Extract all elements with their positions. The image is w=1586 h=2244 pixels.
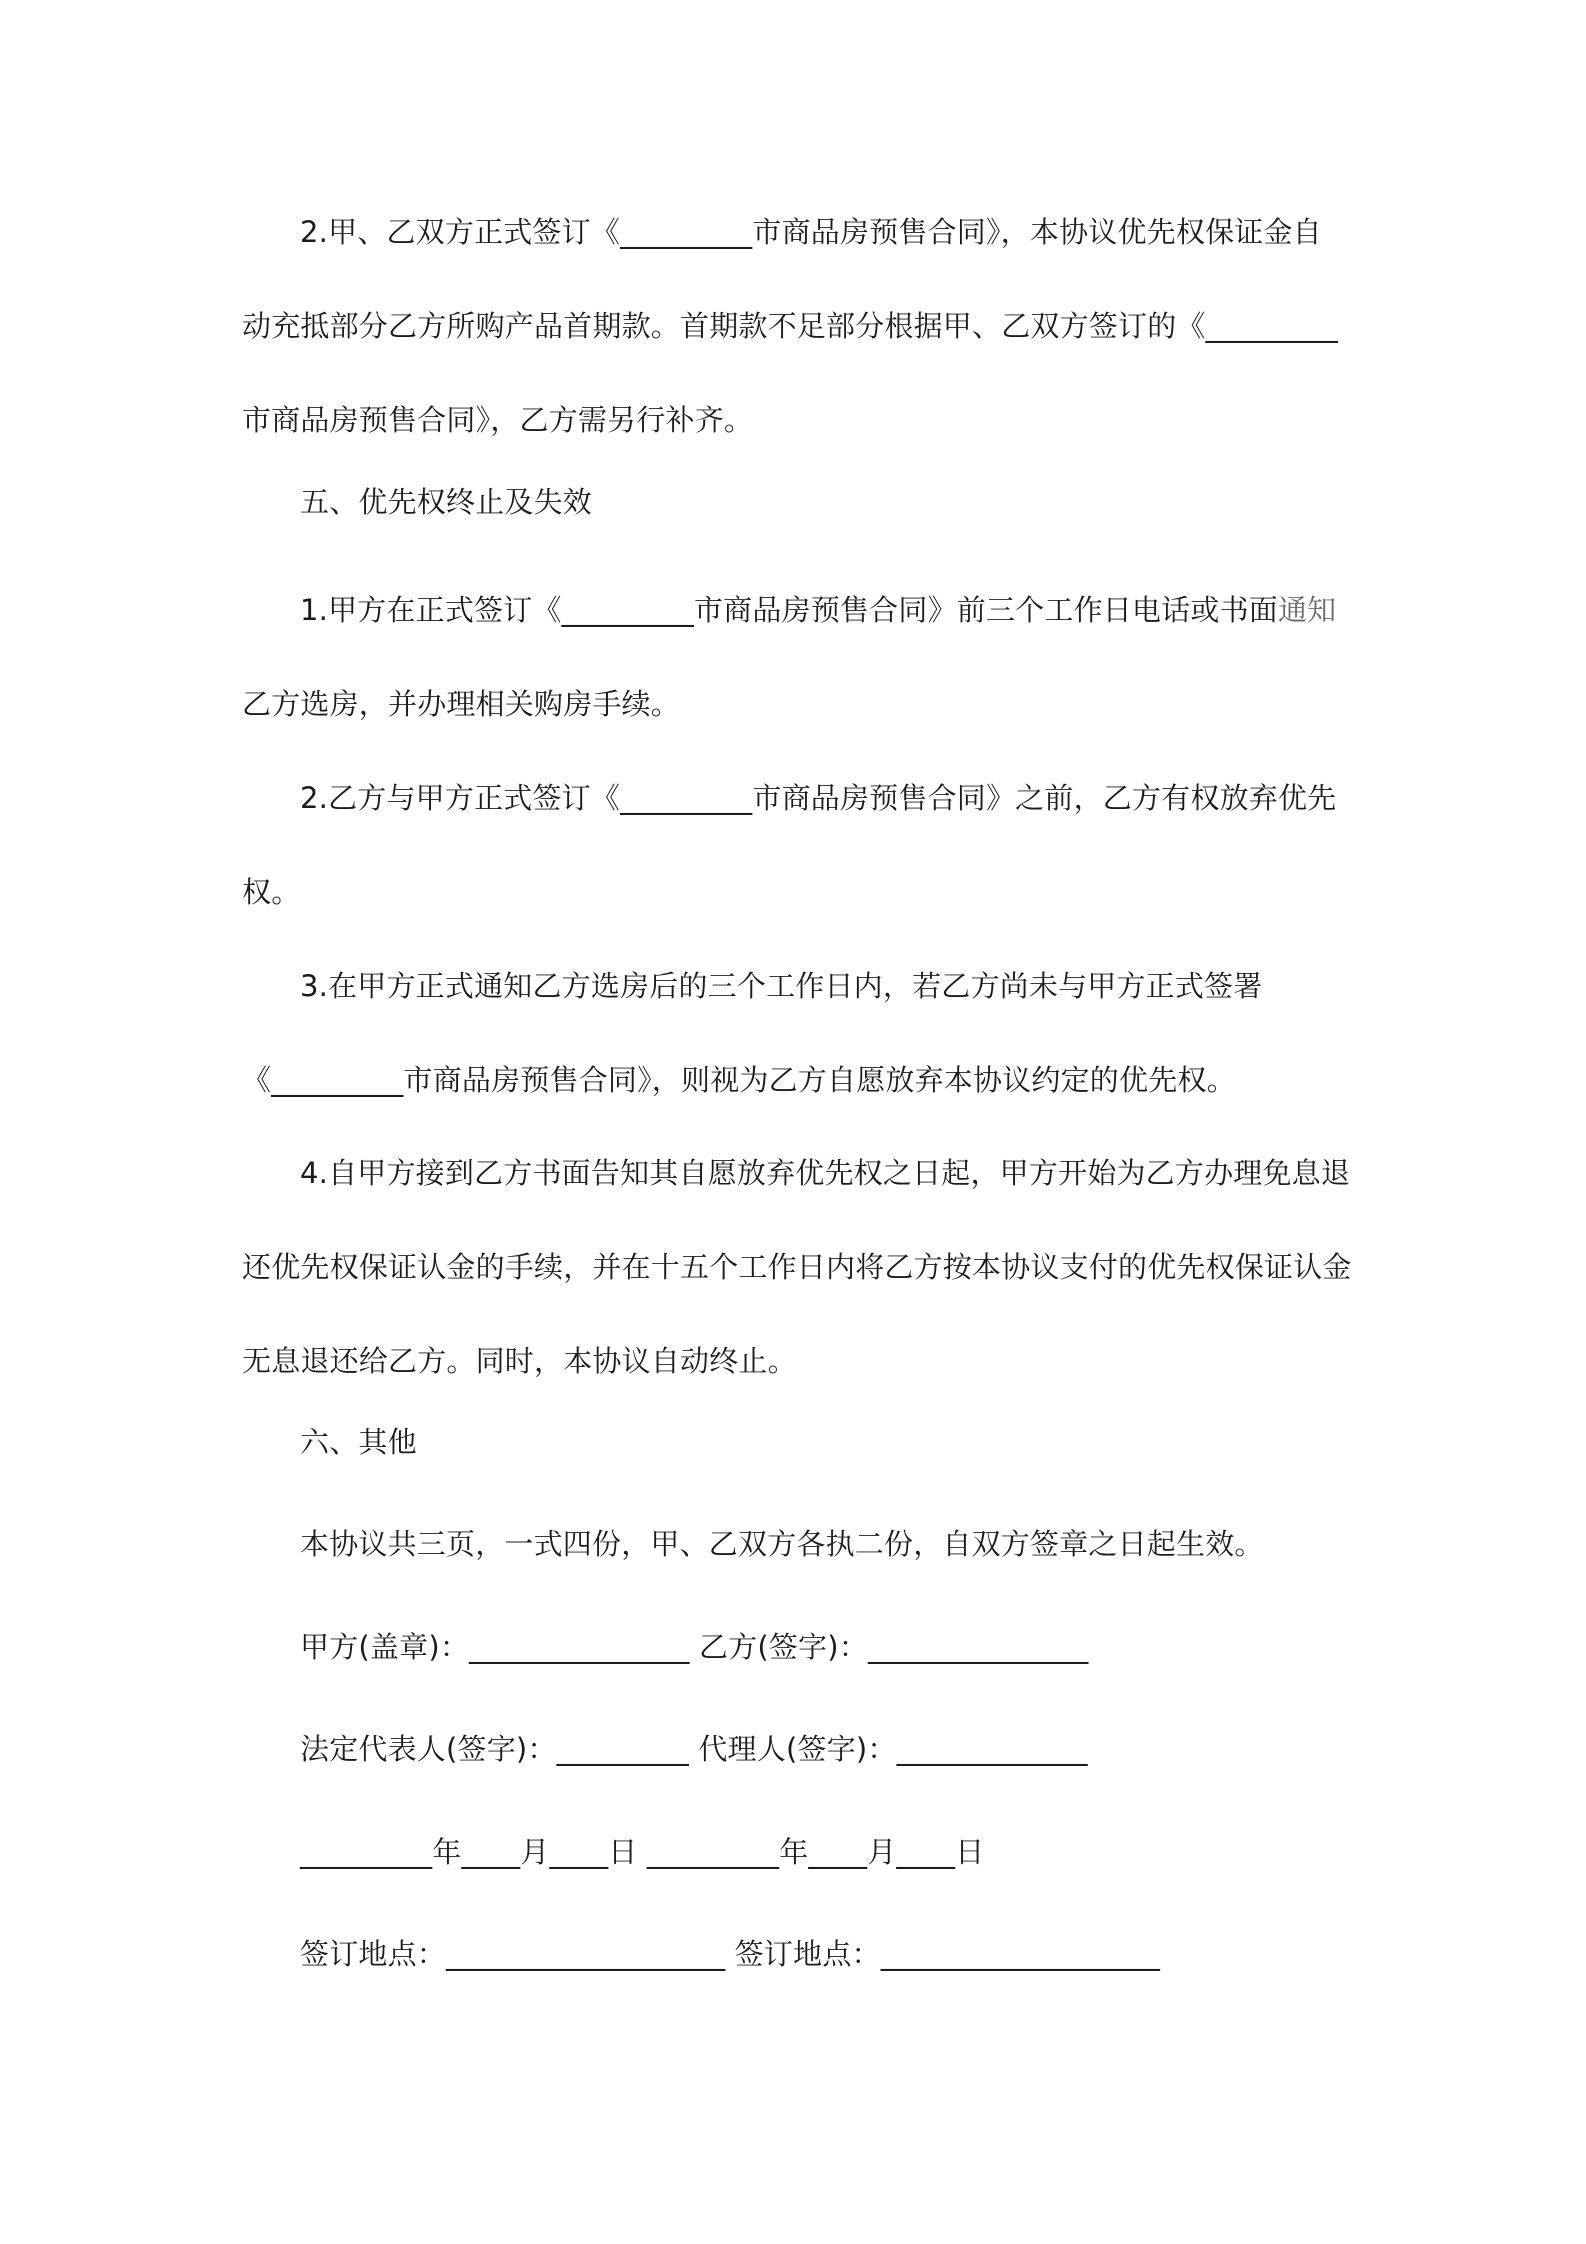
section-6-heading (242, 1395, 1362, 1489)
text-line: 市商品房预售合同》，乙方需另行补齐。 (242, 403, 754, 437)
signature-representatives (242, 1702, 1362, 1796)
signature-line: 法定代表人(签字)：_________ 代理人(签字)：_____________ (300, 1732, 1088, 1766)
text-line: 2.乙方与甲方正式签订《_________市商品房预售合同》之前，乙方有权放弃优先 (300, 781, 1337, 815)
text-line: 还优先权保证认金的手续，并在十五个工作日内将乙方按本协议支付的优先权保证认金 (242, 1250, 1352, 1284)
section-title: 五、优先权终止及失效 (300, 485, 593, 519)
section-4-item-2 (242, 185, 1362, 467)
text-line: 无息退还给乙方。同时，本协议自动终止。 (242, 1344, 797, 1378)
signature-dates (242, 1805, 1362, 1899)
text-line: 2.甲、乙双方正式签订《_________市商品房预售合同》，本协议优先权保证金自 (300, 215, 1322, 249)
signature-line: 甲方(盖章)：_______________ 乙方(签字)：_______________ (300, 1630, 1089, 1664)
text-line: 4.自甲方接到乙方书面告知其自愿放弃优先权之日起，甲方开始为乙方办理免息退 (300, 1156, 1351, 1190)
section-5-item-1 (242, 563, 1362, 751)
section-5-item-3 (242, 939, 1362, 1127)
signature-places (242, 1907, 1362, 2001)
section-6-text (242, 1497, 1362, 1591)
text-line: 《_________市商品房预售合同》，则视为乙方自愿放弃本协议约定的优先权。 (242, 1063, 1236, 1097)
text-line: 动充抵部分乙方所购产品首期款。首期款不足部分根据甲、乙双方签订的《_________ (242, 309, 1338, 343)
text-line: 本协议共三页，一式四份，甲、乙双方各执二份，自双方签章之日起生效。 (300, 1527, 1264, 1561)
signature-parties (242, 1600, 1362, 1694)
text-line (242, 563, 1362, 657)
section-title: 六、其他 (300, 1425, 417, 1459)
signature-line: 签订地点：___________________ 签订地点：___________________ (300, 1937, 1161, 1971)
signature-line: _________年____月____日 _________年____月____日 (300, 1835, 985, 1869)
section-5-item-4 (242, 1126, 1362, 1408)
text-line: 乙方选房，并办理相关购房手续。 (242, 687, 681, 721)
text-main: 1.甲方在正式签订《_________市商品房预售合同》前三个工作日电话或书面 (300, 593, 1278, 627)
text-faded: 通知 (1277, 593, 1337, 627)
text-line: 3.在甲方正式通知乙方选房后的三个工作日内，若乙方尚未与甲方正式签署 (300, 969, 1263, 1003)
section-5-item-2 (242, 751, 1362, 939)
section-5-heading (242, 455, 1362, 549)
text-line: 权。 (242, 875, 301, 909)
